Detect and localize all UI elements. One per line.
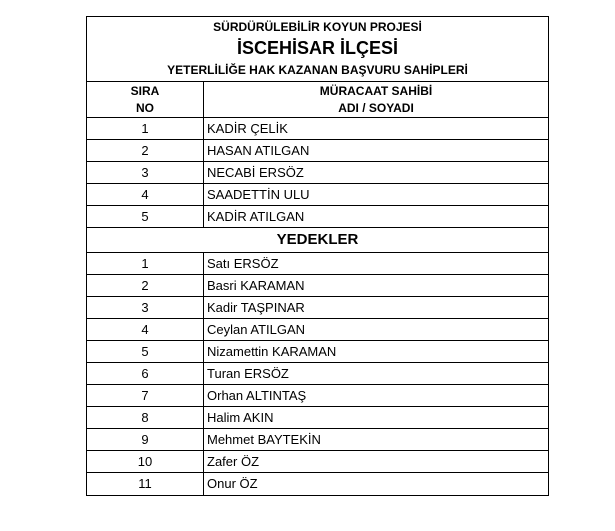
table-row bbox=[87, 429, 548, 451]
row-no: 5 bbox=[87, 341, 204, 362]
row-no: 6 bbox=[87, 363, 204, 384]
row-name: SAADETTİN ULU bbox=[207, 187, 310, 202]
table-row bbox=[87, 184, 548, 206]
table-row bbox=[87, 275, 548, 297]
row-no: 5 bbox=[87, 206, 204, 227]
row-no: 3 bbox=[87, 297, 204, 318]
row-no: 4 bbox=[87, 184, 204, 205]
table-row bbox=[87, 341, 548, 363]
row-no: 1 bbox=[87, 253, 204, 274]
table-row bbox=[87, 297, 548, 319]
table-row bbox=[87, 206, 548, 228]
row-no: 8 bbox=[87, 407, 204, 428]
row-no: 9 bbox=[87, 429, 204, 450]
row-name: Mehmet BAYTEKİN bbox=[207, 432, 321, 447]
title-block bbox=[87, 17, 548, 82]
reserves-heading: YEDEKLER bbox=[87, 228, 548, 253]
row-no: 7 bbox=[87, 385, 204, 406]
table-row bbox=[87, 385, 548, 407]
row-name: Ceylan ATILGAN bbox=[207, 322, 306, 337]
table-row bbox=[87, 319, 548, 341]
row-no: 1 bbox=[87, 118, 204, 139]
row-name: Zafer ÖZ bbox=[207, 454, 260, 469]
table-row bbox=[87, 451, 548, 473]
reserves-list bbox=[87, 253, 548, 495]
row-name: Basri KARAMAN bbox=[207, 278, 305, 293]
row-no: 11 bbox=[87, 473, 204, 495]
row-name: Turan ERSÖZ bbox=[207, 366, 289, 381]
eligible-list bbox=[87, 118, 548, 228]
row-name: Kadir TAŞPINAR bbox=[207, 300, 305, 315]
applicant-list-sheet bbox=[86, 16, 549, 496]
row-name: Onur ÖZ bbox=[207, 476, 258, 491]
row-name: Nizamettin KARAMAN bbox=[207, 344, 337, 359]
row-name: KADİR ÇELİK bbox=[207, 121, 288, 136]
row-no: 10 bbox=[87, 451, 204, 472]
list-title: YETERLİLİĞE HAK KAZANAN BAŞVURU SAHİPLERİ bbox=[167, 63, 468, 77]
project-title: SÜRDÜRÜLEBİLİR KOYUN PROJESİ bbox=[213, 20, 422, 34]
table-row bbox=[87, 118, 548, 140]
row-no: 4 bbox=[87, 319, 204, 340]
table-row bbox=[87, 140, 548, 162]
column-header-row bbox=[87, 82, 548, 118]
table-row bbox=[87, 473, 548, 495]
row-name: KADİR ATILGAN bbox=[207, 209, 305, 224]
row-name: Halim AKIN bbox=[207, 410, 274, 425]
row-name: Orhan ALTINTAŞ bbox=[207, 388, 307, 403]
row-name: Satı ERSÖZ bbox=[207, 256, 279, 271]
district-title: İSCEHİSAR İLÇESİ bbox=[236, 38, 399, 58]
table-row bbox=[87, 253, 548, 275]
column-header-no: SIRA NO bbox=[87, 82, 204, 117]
table-row bbox=[87, 363, 548, 385]
row-no: 2 bbox=[87, 140, 204, 161]
row-name: NECABİ ERSÖZ bbox=[207, 165, 304, 180]
row-name: HASAN ATILGAN bbox=[207, 143, 310, 158]
table-row bbox=[87, 407, 548, 429]
row-no: 2 bbox=[87, 275, 204, 296]
row-no: 3 bbox=[87, 162, 204, 183]
column-header-name: MÜRACAAT SAHİBİ ADI / SOYADI bbox=[319, 84, 433, 115]
table-row bbox=[87, 162, 548, 184]
